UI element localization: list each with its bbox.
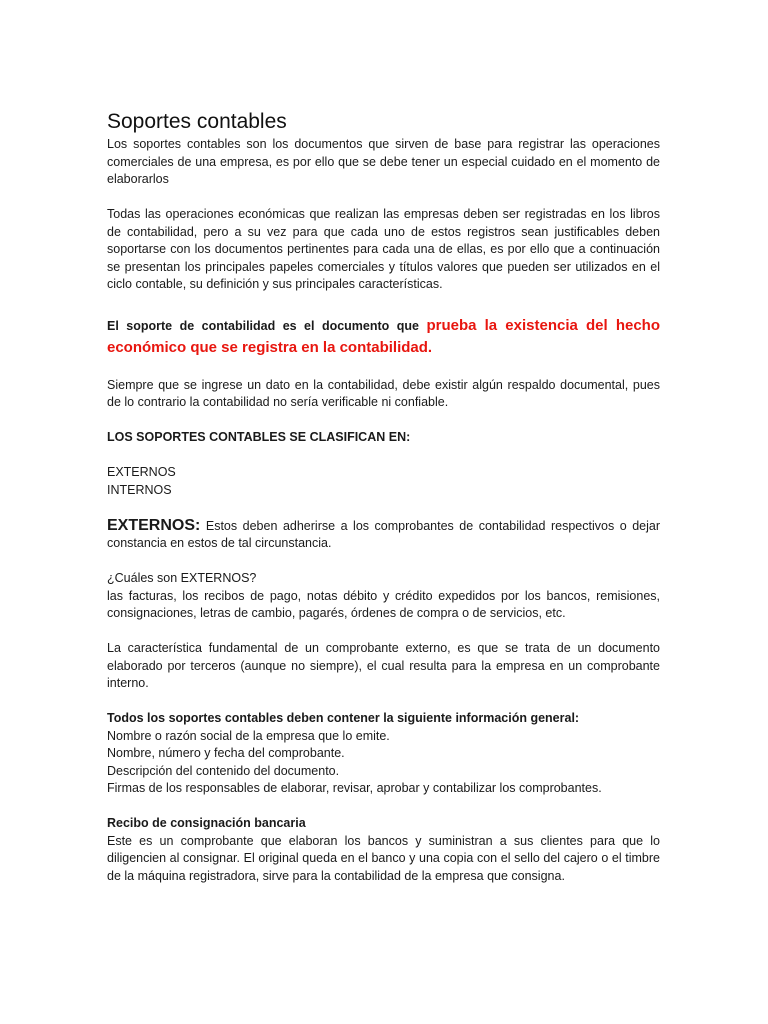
general-info-item: Firmas de los responsables de elaborar, revisar, aprobar y contabilizar los comprobantes. [107, 781, 602, 795]
definition-highlight: prueba la existencia del hecho económico que se registra en la contabilidad [107, 317, 660, 356]
definition-end: . [427, 339, 433, 356]
cuales-answer: las facturas, los recibos de pago, notas débito y crédito expedidos por los bancos, remisiones, consignaciones, letras de cambio, pagarés, órdenes de compra o de servicios, etc. [107, 588, 660, 620]
type-item: EXTERNOS [107, 465, 176, 479]
cuales-question: ¿Cuáles son EXTERNOS? [107, 571, 257, 585]
recibo-paragraph: Este es un comprobante que elaboran los bancos y suministran a sus clientes para que lo diligencien al consignar. El original queda en el banco y una copia con el sello del cajero o el timbre de la máquina registradora, sirve para la contabilidad de la empresa que consigna. [107, 833, 660, 883]
externos-label: EXTERNOS: [107, 516, 201, 534]
operations-paragraph: Todas las operaciones económicas que realizan las empresas deben ser registradas en los libros de contabilidad, pero a su vez para que cada uno de estos registros sean justificables deben soportarse con los documentos pertinentes para cada una de ellas, es por ello que a continuación se presentan los principales papeles comerciales y títulos valores que pueden ser utilizados en el ciclo contable, su definición y sus principales características. [107, 207, 660, 291]
document-page [107, 108, 660, 885]
page-title: Soportes contables [107, 110, 287, 133]
definition-lead: El soporte de contabilidad es el documento que [107, 319, 427, 333]
backup-paragraph: Siempre que se ingrese un dato en la contabilidad, debe existir algún respaldo documental, pues de lo contrario la contabilidad no sería verificable ni confiable. [107, 377, 660, 409]
classification-heading: LOS SOPORTES CONTABLES SE CLASIFICAN EN: [107, 430, 411, 444]
definition-paragraph [107, 315, 660, 359]
general-info-item: Descripción del contenido del documento. [107, 763, 340, 778]
externos-paragraph [107, 517, 660, 553]
general-info-heading: Todos los soportes contables deben contener la siguiente información general: [107, 711, 580, 725]
general-info-item: Nombre, número y fecha del comprobante. [107, 746, 345, 760]
type-item: INTERNOS [107, 482, 172, 497]
recibo-heading: Recibo de consignación bancaria [107, 816, 306, 830]
externos-text: Estos deben adherirse a los comprobantes de contabilidad respectivos o dejar constancia en estos de tal circunstancia. [107, 518, 660, 550]
general-info-item: Nombre o razón social de la empresa que lo emite. [107, 728, 390, 743]
intro-paragraph: Los soportes contables son los documentos que sirven de base para registrar las operaciones comerciales de una empresa, es por ello que se debe tener un especial cuidado en el momento de elaborarlos [107, 137, 660, 186]
external-characteristic-paragraph: La característica fundamental de un comprobante externo, es que se trata de un documento elaborado por terceros (aunque no siempre), el cual resulta para la empresa en un comprobante interno. [107, 641, 660, 690]
